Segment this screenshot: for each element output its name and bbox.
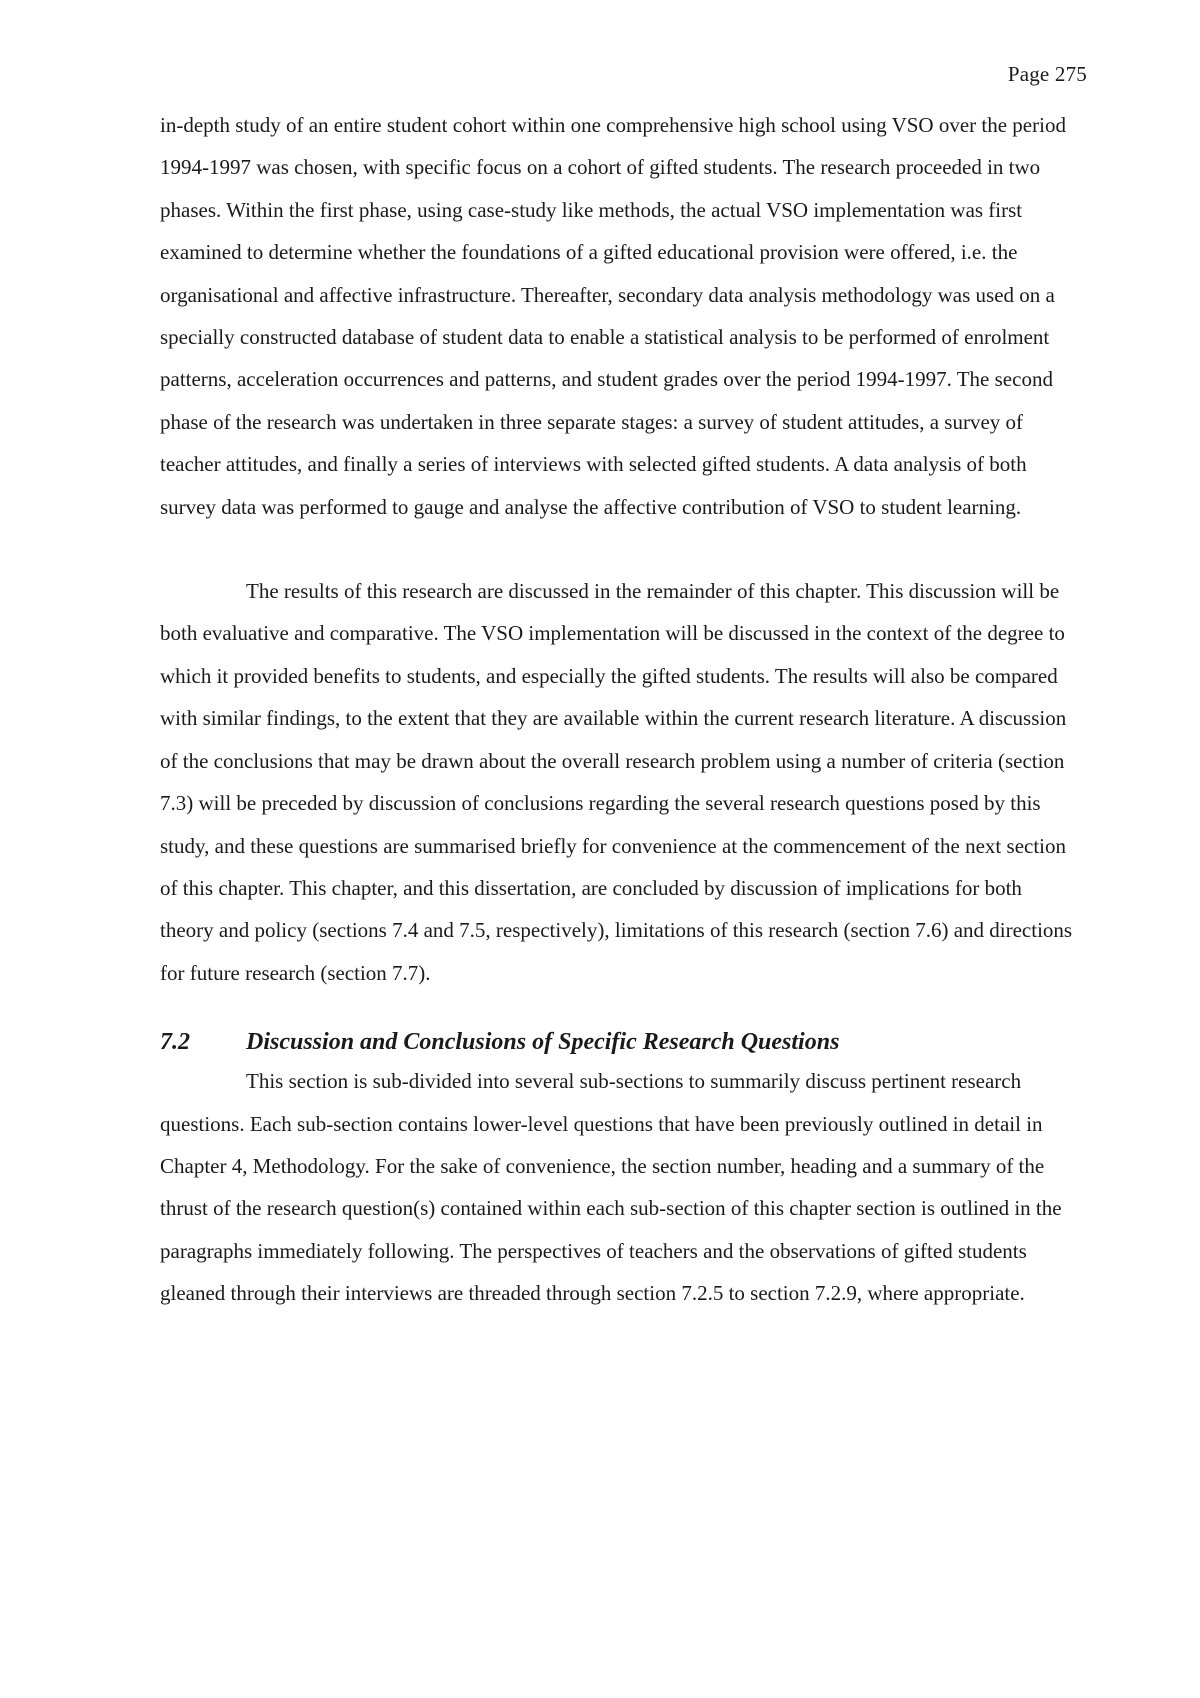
section-heading bbox=[160, 1024, 1080, 1060]
section-number: 7.2 bbox=[160, 1029, 190, 1056]
paragraph-study-design: in-depth study of an entire student cohort within one comprehensive high school using VSO over the period 1994-1997 was chosen, with specific focus on a cohort of gifted students. The research proceeded in two phases. Within the first phase, using case-study like methods, the actual VSO implementation was first examined to determine whether the foundations of a gifted educational provision were offered, i.e. the organisational and affective infrastructure. Thereafter, secondary data analysis methodology was used on a specially constructed database of student data to enable a statistical analysis to be performed of enrolment patterns, acceleration occurrences and patterns, and student grades over the period 1994-1997. The second phase of the research was undertaken in three separate stages: a survey of student attitudes, a survey of teacher attitudes, and finally a series of interviews with selected gifted students. A data analysis of both survey data was performed to gauge and analyse the affective contribution of VSO to student learning. bbox=[160, 113, 1066, 519]
page-number: Page 275 bbox=[1007, 62, 1087, 86]
page-body bbox=[160, 104, 1080, 1315]
section-title: Discussion and Conclusions of Specific Research Questions bbox=[246, 1029, 840, 1056]
paragraph-results-overview: The results of this research are discussed in the remainder of this chapter. This discussion will be both evaluative and comparative. The VSO implementation will be discussed in the context of the degree to which it provided benefits to students, and especially the gifted students. The results will also be compared with similar findings, to the extent that they are available within the current research literature. A discussion of the conclusions that may be drawn about the overall research problem using a number of criteria (section 7.3) will be preceded by discussion of conclusions regarding the several research questions posed by this study, and these questions are summarised briefly for convenience at the commencement of the next section of this chapter. This chapter, and this dissertation, are concluded by discussion of implications for both theory and policy (sections 7.4 and 7.5, respectively), limitations of this research (section 7.6) and directions for future research (section 7.7). bbox=[160, 579, 1073, 985]
paragraph-section-intro: This section is sub-divided into several sub-sections to summarily discuss pertinent research questions. Each sub-section contains lower-level questions that have been previously outlined in detail in Chapter 4, Methodology. For the sake of convenience, the section number, heading and a summary of the thrust of the research question(s) contained within each sub-section of this chapter section is outlined in the paragraphs immediately following. The perspectives of teachers and the observations of gifted students gleaned through their interviews are threaded through section 7.2.5 to section 7.2.9, where appropriate. bbox=[160, 1069, 1062, 1306]
